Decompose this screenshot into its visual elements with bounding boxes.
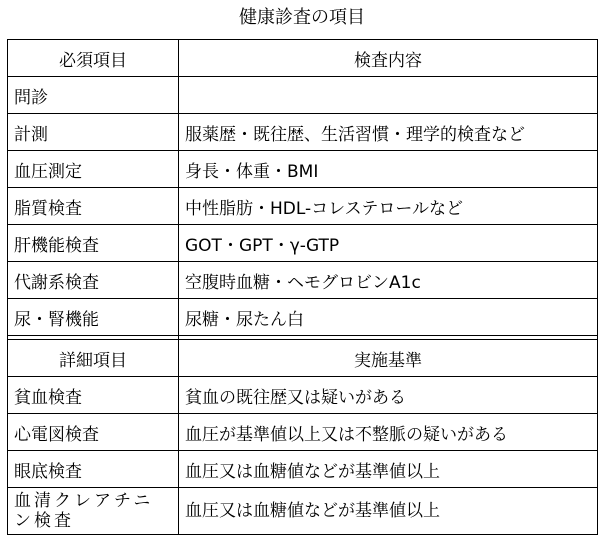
content-cell: 貧血の既往歴又は疑いがある	[179, 377, 598, 414]
content-cell: 服薬歴・既往歴、生活習慣・理学的検査など	[179, 114, 598, 151]
content-cell	[179, 77, 598, 114]
item-cell: 心電図検査	[8, 414, 179, 451]
content-cell: 尿糖・尿たん白	[179, 299, 598, 336]
content-cell: 血圧又は血糖値などが基準値以上	[179, 451, 598, 488]
item-cell: 眼底検査	[8, 451, 179, 488]
table-row	[8, 188, 598, 225]
table-row	[8, 377, 598, 414]
item-cell: 代謝系検査	[8, 262, 179, 299]
table-row	[8, 114, 598, 151]
table-row	[8, 414, 598, 451]
content-cell: 中性脂肪・HDL-コレステロールなど	[179, 188, 598, 225]
item-cell: 計測	[8, 114, 179, 151]
table-row	[8, 299, 598, 336]
item-cell: 脂質検査	[8, 188, 179, 225]
table-row	[8, 262, 598, 299]
header-detailed-items: 詳細項目	[8, 340, 179, 377]
required-header-row	[8, 40, 598, 77]
item-cell: 血圧測定	[8, 151, 179, 188]
item-cell: 貧血検査	[8, 377, 179, 414]
table-row	[8, 151, 598, 188]
page-title: 健康診査の項目	[239, 7, 365, 28]
item-cell: 問診	[8, 77, 179, 114]
content-cell: GOT・GPT・γ-GTP	[179, 225, 598, 262]
header-test-contents: 検査内容	[179, 40, 598, 77]
detailed-header-row	[8, 340, 598, 377]
content-cell: 身長・体重・BMI	[179, 151, 598, 188]
table-row	[8, 488, 598, 535]
health-checkup-table	[7, 39, 598, 535]
table-row	[8, 77, 598, 114]
header-required-items: 必須項目	[8, 40, 179, 77]
content-cell: 空腹時血糖・ヘモグロビンA1c	[179, 262, 598, 299]
header-criteria: 実施基準	[179, 340, 598, 377]
table-row	[8, 225, 598, 262]
content-cell: 血圧又は血糖値などが基準値以上	[179, 488, 598, 535]
item-cell: 尿・腎機能	[8, 299, 179, 336]
item-cell: 血清クレアチニン検査	[8, 488, 179, 535]
item-cell: 肝機能検査	[8, 225, 179, 262]
content-cell: 血圧が基準値以上又は不整脈の疑いがある	[179, 414, 598, 451]
table-row	[8, 451, 598, 488]
